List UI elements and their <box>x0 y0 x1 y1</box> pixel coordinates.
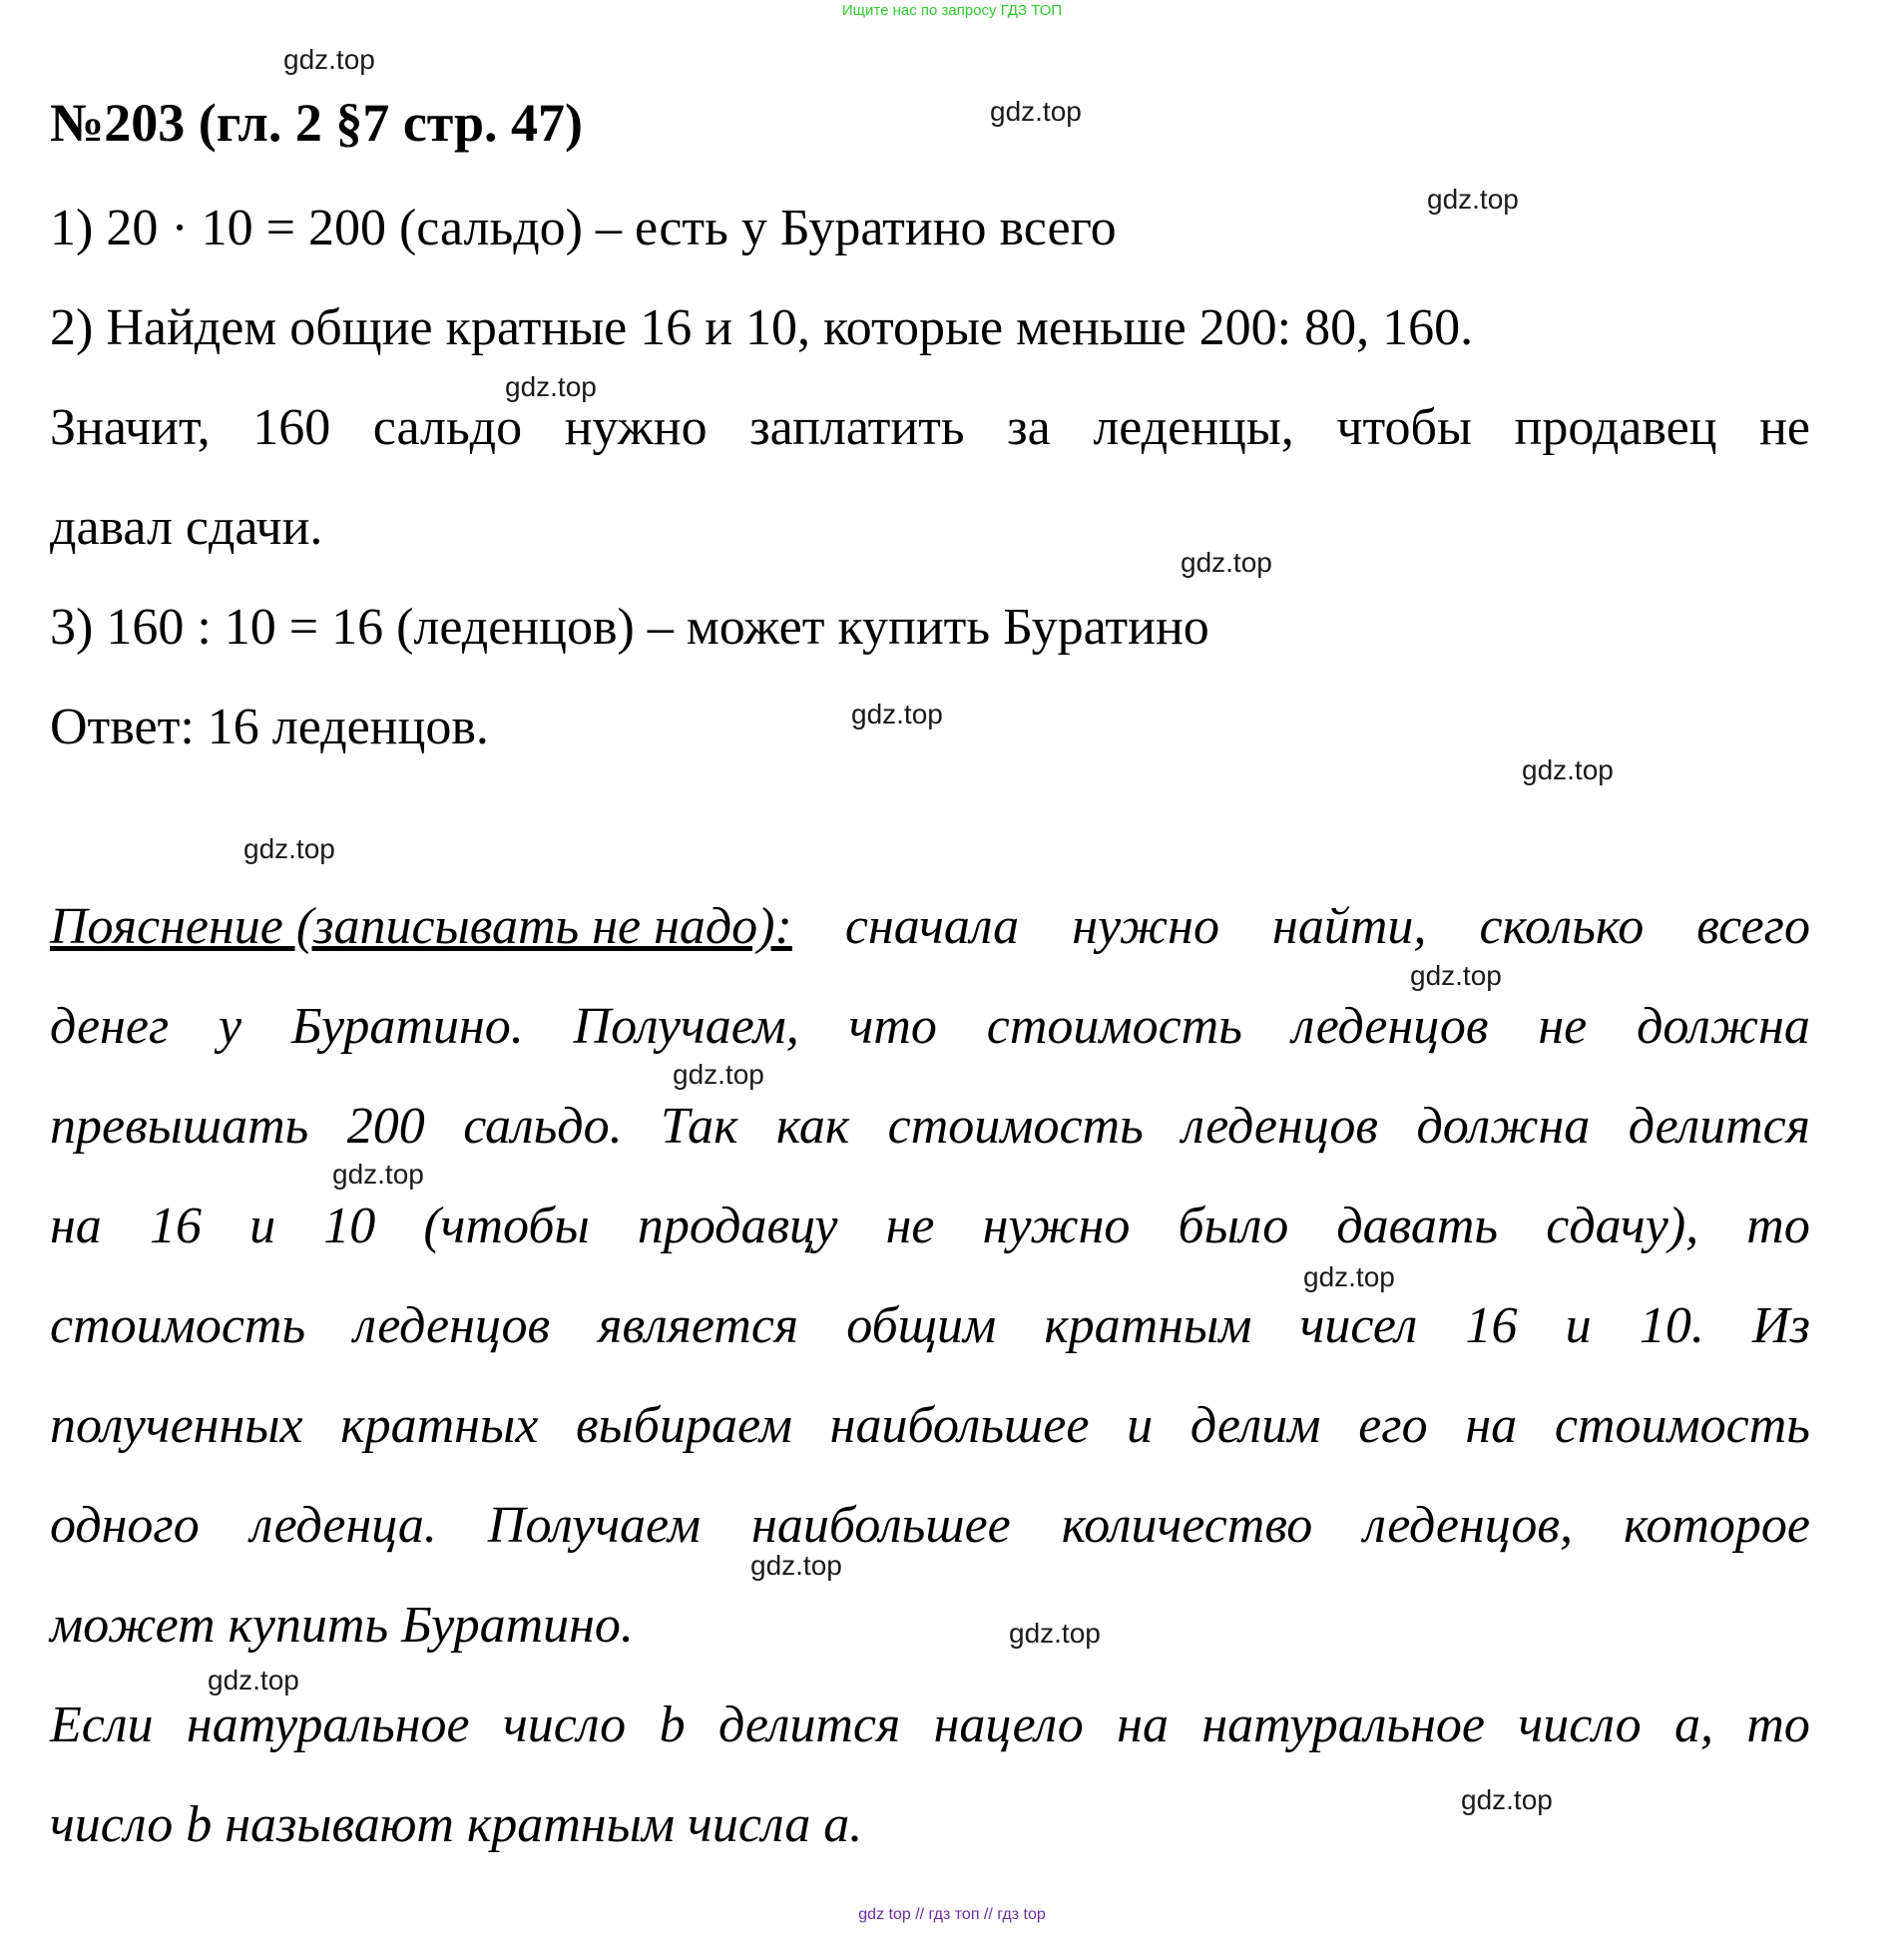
explanation-line-3 <box>50 1098 1810 1155</box>
word: кратных <box>340 1397 539 1454</box>
word: сдачу), <box>1546 1198 1699 1254</box>
explanation-line-6 <box>50 1397 1810 1454</box>
word: леденцов, <box>1363 1497 1573 1554</box>
word: Буратино. <box>290 998 524 1055</box>
word: одного <box>50 1497 200 1554</box>
word: не <box>1759 399 1810 456</box>
watermark: gdz.top <box>990 96 1082 127</box>
watermark: gdz.top <box>673 1059 764 1090</box>
watermark: gdz.top <box>1522 754 1614 785</box>
word: наибольшее <box>751 1497 1011 1554</box>
watermark: gdz.top <box>851 699 943 729</box>
word: стоимость <box>50 1297 306 1354</box>
word: не <box>885 1198 935 1254</box>
word: число <box>1518 1696 1642 1753</box>
word: и <box>1565 1297 1592 1354</box>
word: заплатить <box>749 399 965 456</box>
explanation-line-2 <box>50 998 1810 1055</box>
watermark: gdz.top <box>1427 184 1519 215</box>
word: наибольшее <box>829 1397 1090 1454</box>
word: b <box>659 1696 686 1753</box>
solution-step-1: 1) 20 · 10 = 200 (сальдо) – есть у Буратино всего <box>50 200 1117 256</box>
word: Значит, <box>50 399 211 456</box>
word: на <box>50 1198 102 1254</box>
word: всего <box>1696 898 1810 955</box>
word: 10. <box>1639 1297 1704 1354</box>
word: сколько <box>1479 898 1645 955</box>
word: нужно <box>982 1198 1131 1254</box>
word: и <box>1127 1397 1154 1454</box>
word: на <box>1465 1397 1518 1454</box>
word: a, <box>1673 1696 1713 1753</box>
word: леденцы, <box>1093 399 1294 456</box>
word: 160 <box>252 399 331 456</box>
word: сначала <box>844 898 1020 955</box>
watermark: gdz.top <box>332 1159 424 1190</box>
word: Если <box>50 1696 154 1753</box>
word: 10 <box>323 1198 376 1254</box>
word: количество <box>1061 1497 1313 1554</box>
rule-line-1 <box>50 1696 1810 1753</box>
word: кратным <box>1044 1297 1252 1354</box>
word: 16 <box>149 1198 202 1254</box>
word: что <box>848 998 937 1055</box>
explanation-line-4 <box>50 1198 1810 1254</box>
word: стоимость <box>986 998 1242 1055</box>
word: леденца. <box>249 1497 437 1554</box>
watermark: gdz.top <box>243 833 335 864</box>
explanation-line-8: может купить Буратино. <box>50 1597 634 1654</box>
watermark: gdz.top <box>750 1550 842 1581</box>
word: делится <box>717 1696 901 1753</box>
word: выбираем <box>576 1397 792 1454</box>
explanation-line-1 <box>50 898 1810 955</box>
word: делится <box>1628 1098 1810 1155</box>
word: делим <box>1190 1397 1321 1454</box>
watermark: gdz.top <box>505 371 597 402</box>
word: стоимость <box>1554 1397 1810 1454</box>
watermark: gdz.top <box>1009 1618 1101 1649</box>
word: то <box>1746 1696 1810 1753</box>
solution-step-2-continuation-line-2: давал сдачи. <box>50 499 323 556</box>
word: должна <box>1637 998 1810 1055</box>
explanation-line-5 <box>50 1297 1810 1354</box>
word: превышать <box>50 1098 309 1155</box>
word: натуральное <box>186 1696 470 1753</box>
word: было <box>1178 1198 1289 1254</box>
word: является <box>598 1297 799 1354</box>
solution-step-2: 2) Найдем общие кратные 16 и 10, которые меньше 200: 80, 160. <box>50 299 1474 356</box>
exercise-title: №203 (гл. 2 §7 стр. 47) <box>50 93 583 153</box>
word: Получаем, <box>573 998 799 1055</box>
word: Получаем <box>487 1497 702 1554</box>
word: число <box>502 1696 627 1753</box>
word: леденцов <box>1182 1098 1378 1155</box>
word: Так <box>661 1098 738 1155</box>
word: на <box>1117 1696 1169 1753</box>
word: как <box>775 1098 850 1155</box>
word: не <box>1538 998 1588 1055</box>
word: чисел <box>1299 1297 1418 1354</box>
word: леденцов <box>353 1297 551 1354</box>
explanation-line-7 <box>50 1497 1810 1554</box>
word: (чтобы <box>423 1198 590 1254</box>
watermark: gdz.top <box>1461 1784 1553 1815</box>
watermark: gdz.top <box>208 1665 299 1695</box>
watermark: gdz.top <box>283 44 375 75</box>
word: найти, <box>1272 898 1427 955</box>
solution-step-2-continuation-line-1 <box>50 399 1810 456</box>
word: то <box>1746 1198 1810 1254</box>
word: 200 <box>346 1098 425 1155</box>
word: у <box>219 998 242 1055</box>
word: стоимость <box>887 1098 1144 1155</box>
word: давать <box>1336 1198 1499 1254</box>
top-banner: Ищите нас по запросу ГДЗ ТОП <box>841 2 1063 19</box>
word: леденцов <box>1291 998 1489 1055</box>
word: должна <box>1416 1098 1591 1155</box>
footer-watermark: gdz top // гдз топ // гдз top <box>858 1906 1046 1923</box>
watermark: gdz.top <box>1410 960 1502 991</box>
answer-line: Ответ: 16 леденцов. <box>50 699 489 755</box>
word: денег <box>50 998 170 1055</box>
word: продавцу <box>637 1198 838 1254</box>
word: которое <box>1624 1497 1810 1554</box>
explanation-label: Пояснение (записывать не надо): <box>50 898 792 955</box>
watermark: gdz.top <box>1181 547 1272 578</box>
word: полученных <box>50 1397 303 1454</box>
word: нужно <box>564 399 708 456</box>
word: натуральное <box>1201 1696 1485 1753</box>
word: чтобы <box>1336 399 1472 456</box>
word: нужно <box>1072 898 1219 955</box>
word: нацело <box>933 1696 1084 1753</box>
watermark: gdz.top <box>1303 1261 1395 1292</box>
word: Из <box>1752 1297 1810 1354</box>
solution-step-3: 3) 160 : 10 = 16 (леденцов) – может купить Буратино <box>50 599 1209 656</box>
rule-line-2: число b называют кратным числа a. <box>50 1796 863 1853</box>
word: 16 <box>1465 1297 1518 1354</box>
word: сальдо. <box>463 1098 623 1155</box>
word: продавец <box>1514 399 1717 456</box>
word: его <box>1358 1397 1428 1454</box>
word: за <box>1007 399 1051 456</box>
word: и <box>249 1198 276 1254</box>
word: общим <box>846 1297 997 1354</box>
word: сальдо <box>372 399 523 456</box>
